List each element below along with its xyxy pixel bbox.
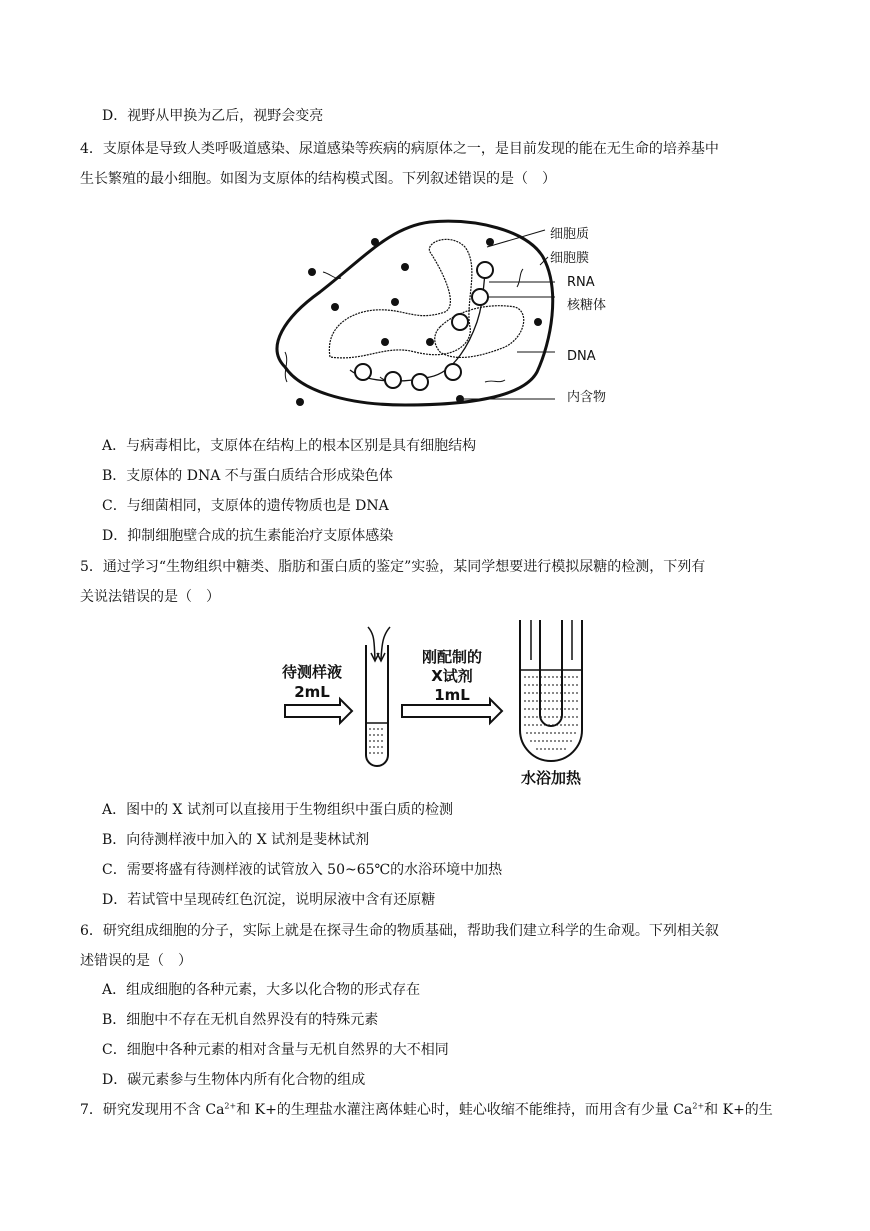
label-inclusion: 内含物 (567, 390, 607, 405)
q5-option-b: B．向待测样液中加入的 X 试剂是斐林试剂 (102, 832, 370, 848)
q6-option-d: D．碳元素参与生物体内所有化合物的组成 (102, 1072, 366, 1088)
inclusion-dot (371, 238, 379, 246)
inclusion-dot (391, 298, 399, 306)
q4-option-b: B．支原体的 DNA 不与蛋白质结合形成染色体 (102, 468, 393, 484)
inclusion-dot (456, 395, 464, 403)
q6-option-a: A．组成细胞的各种元素，大多以化合物的形式存在 (102, 982, 421, 998)
label-reagent-line1: 刚配制的 (421, 648, 483, 666)
label-reagent-line2: X试剂 (431, 667, 473, 685)
q7-text-part3: 和 K+的生 (704, 1102, 773, 1118)
label-cytoplasm: 细胞质 (550, 227, 590, 242)
dna-loop-left (329, 239, 472, 358)
inclusion-dot (426, 338, 434, 346)
label-dna: DNA (567, 349, 596, 364)
sugar-test-diagram (280, 615, 600, 790)
label-rna: RNA (567, 275, 595, 290)
ribosome (452, 314, 468, 330)
label-ribosome: 核糖体 (567, 298, 607, 313)
inclusion-dot (331, 303, 339, 311)
inner-tube (540, 620, 562, 726)
ribosome (412, 374, 428, 390)
q6-stem-line2: 述错误的是（ ） (80, 953, 192, 969)
q5-option-c: C．需要将盛有待测样液的试管放入 50~65℃的水浴环境中加热 (102, 862, 503, 878)
ribosome (477, 262, 493, 278)
inclusion-dot (486, 238, 494, 246)
prev-option-d: D．视野从甲换为乙后，视野会变亮 (102, 108, 324, 124)
label-sample: 待测样液 (281, 663, 343, 681)
label-water-bath: 水浴加热 (520, 769, 582, 787)
test-tube (366, 645, 388, 766)
q6-option-c: C．细胞中各种元素的相对含量与无机自然界的大不相同 (102, 1042, 449, 1058)
ribosome (355, 364, 371, 380)
q5-option-a: A．图中的 X 试剂可以直接用于生物组织中蛋白质的检测 (102, 802, 453, 818)
inclusion-dot (308, 268, 316, 276)
label-membrane: 细胞膜 (550, 251, 590, 266)
q4-option-c: C．与细菌相同，支原体的遗传物质也是 DNA (102, 498, 389, 514)
q5-stem-line1: 5．通过学习“生物组织中糖类、脂肪和蛋白质的鉴定”实验，某同学想要进行模拟尿糖的检测，下列有 (80, 559, 706, 575)
q5-option-d: D．若试管中呈现砖红色沉淀，说明尿液中含有还原糖 (102, 892, 436, 908)
q6-option-b: B．细胞中不存在无机自然界没有的特殊元素 (102, 1012, 379, 1028)
q4-option-a: A．与病毒相比，支原体在结构上的根本区别是具有细胞结构 (102, 438, 477, 454)
inclusion-dot (534, 318, 542, 326)
ribosome (472, 289, 488, 305)
arrow-sample (285, 699, 352, 723)
ribosome (445, 364, 461, 380)
q4-stem-line2: 生长繁殖的最小细胞。如图为支原体的结构模式图。下列叙述错误的是（ ） (80, 171, 556, 187)
ribosome (385, 372, 401, 388)
inclusion-dot (296, 398, 304, 406)
q7-stem-line1 (80, 1100, 773, 1120)
q6-stem-line1: 6．研究组成细胞的分子，实际上就是在探寻生命的物质基础，帮助我们建立科学的生命观。下列相关叙 (80, 923, 719, 939)
q7-text-part2: 和 K+的生理盐水灌注离体蛙心时，蛙心收缩不能维持，而用含有少量 Ca (236, 1102, 693, 1118)
label-sample-volume: 2mL (294, 683, 330, 701)
q4-stem-line1: 4．支原体是导致人类呼吸道感染、尿道感染等疾病的病原体之一，是目前发现的能在无生命的培养基中 (80, 141, 719, 157)
inclusion-dot (381, 338, 389, 346)
q5-stem-line2: 关说法错误的是（ ） (80, 589, 220, 605)
q7-ca-charge-2: 2+ (692, 1101, 705, 1111)
q4-option-d: D．抑制细胞壁合成的抗生素能治疗支原体感染 (102, 528, 394, 544)
q7-ca-charge-1: 2+ (224, 1101, 237, 1111)
mycoplasma-structure-diagram (255, 212, 615, 412)
q7-text-part1: 7．研究发现用不含 Ca (80, 1102, 225, 1118)
inclusion-dot (401, 263, 409, 271)
label-reagent-volume: 1mL (434, 686, 470, 704)
